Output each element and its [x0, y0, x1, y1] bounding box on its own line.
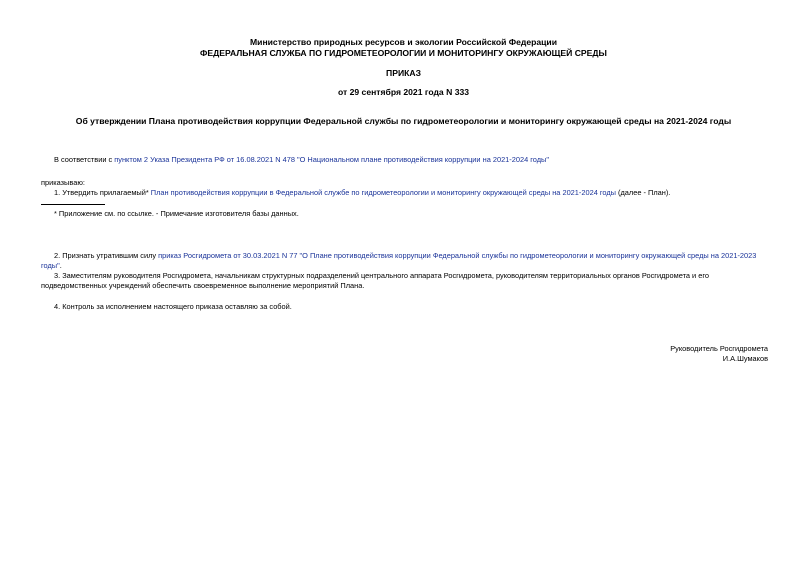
item-2-paragraph [41, 251, 769, 270]
document-date: от 29 сентября 2021 года N 333 [337, 87, 470, 97]
item-2-suffix: . [59, 260, 62, 270]
item-1-suffix: (далее - План). [615, 188, 671, 197]
repealed-order-link[interactable]: приказ Росгидромета от 30.03.2021 N 77 "О Плане противодействия коррупции Федеральной службы по гидрометеорологии и мониторингу окружающей среды на 2021-2023 годы" [41, 251, 757, 270]
preamble-decree-link[interactable]: пунктом 2 Указа Президента РФ от 16.08.2021 N 478 "О Национальном плане противодействия коррупции на 2021-2024 годы" [114, 155, 549, 164]
service-name: ФЕДЕРАЛЬНАЯ СЛУЖБА ПО ГИДРОМЕТЕОРОЛОГИИ И МОНИТОРИНГУ ОКРУЖАЮЩЕЙ СРЕДЫ [200, 48, 607, 58]
footnote: * Приложение см. по ссылке. - Примечание изготовителя базы данных. [54, 209, 299, 218]
item-1-prefix: 1. Утвердить прилагаемый* [54, 188, 151, 197]
document-title: Об утверждении Плана противодействия коррупции Федеральной службы по гидрометеорологии и мониторингу окружающей среды на 2021-2024 годы [75, 116, 732, 126]
document-type: ПРИКАЗ [386, 68, 421, 78]
footnote-divider [41, 204, 105, 205]
plan-link[interactable]: План противодействия коррупции в Федеральной службе по гидрометеорологии и мониторингу окружающей среды на 2021-2024 годы [150, 188, 616, 197]
item-3-paragraph: 3. Заместителям руководителя Росгидромета, начальникам структурных подразделений центрального аппарата Росгидромета, руководителям территориальных органов Росгидромета и его подведомственных учреждений обеспечить своевременное выполнение мероприятий Плана. [41, 271, 709, 290]
signature-position: Руководитель Росгидромета [670, 344, 768, 353]
ministry-name: Министерство природных ресурсов и экологии Российской Федерации [250, 37, 557, 47]
document-header [0, 37, 807, 59]
item-4-paragraph: 4. Контроль за исполнением настоящего приказа оставляю за собой. [54, 302, 292, 311]
order-word: приказываю: [41, 178, 85, 187]
preamble-prefix: В соответствии с [54, 155, 115, 164]
signature-name: И.А.Шумаков [722, 354, 768, 363]
item-1-paragraph [41, 188, 769, 198]
preamble-paragraph [41, 155, 769, 165]
item-2-prefix: 2. Признать утратившим силу [54, 251, 159, 260]
